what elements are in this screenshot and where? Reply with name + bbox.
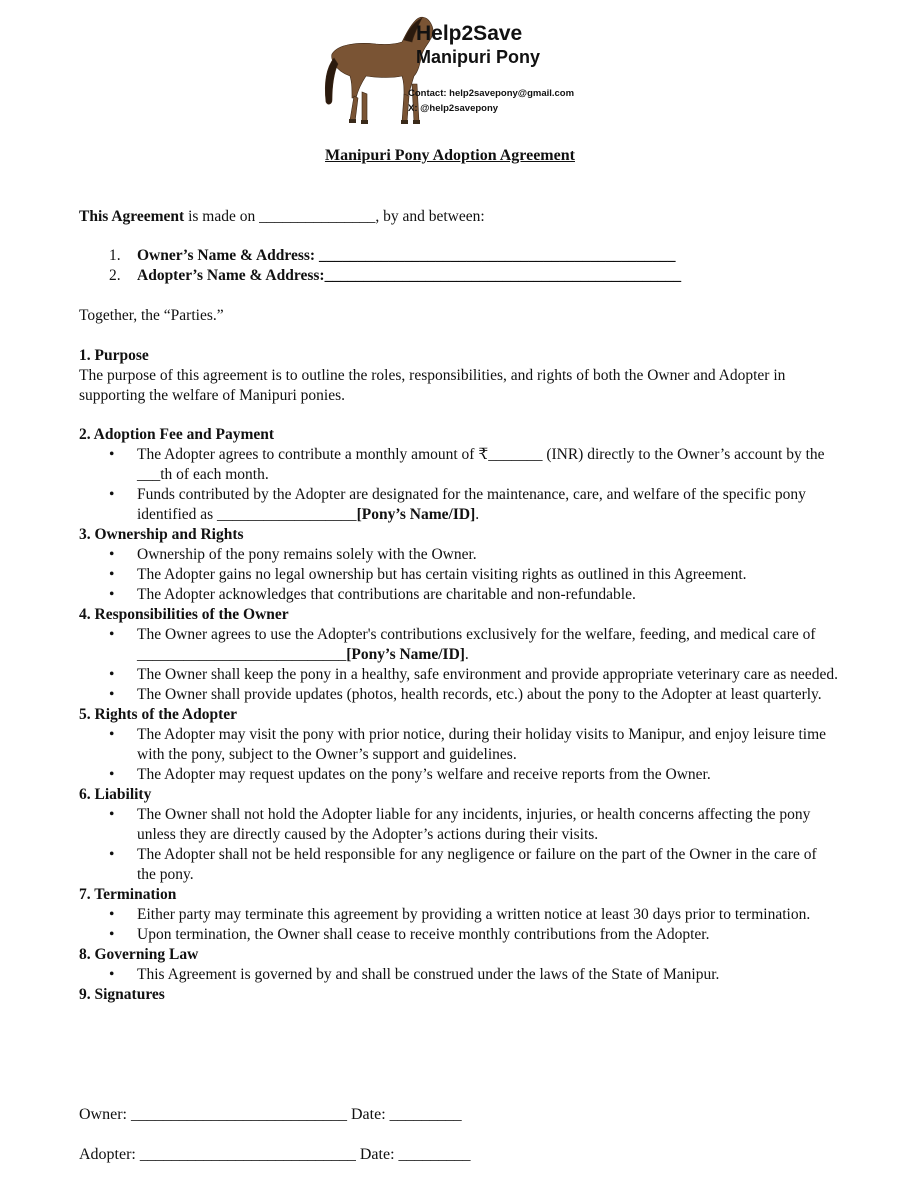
bullet-item: • The Adopter gains no legal ownership but has certain visiting rights as outlined in this Agreement. [79,565,839,585]
bullet-item: • The Owner shall provide updates (photos, health records, etc.) about the pony to the Adopter at least quarterly. [79,685,839,705]
party-label: Owner’s Name & Address: [137,247,319,264]
brand-name: Help2Save [416,22,523,45]
bullet-item: • Upon termination, the Owner shall cease to receive monthly contributions from the Adopter. [79,925,839,945]
party-label: Adopter’s Name & Address: [137,267,325,284]
bullet-item: • The Owner shall not hold the Adopter liable for any incidents, injuries, or health concerns affecting the pony unless they are directly caused by the Adopter’s actions during their visits. [79,805,839,845]
section-title: 3. Ownership and Rights [79,526,244,543]
bullet-item: • The Adopter shall not be held responsible for any negligence or failure on the part of the Owner in the care of the pony. [79,845,839,885]
party-blank: ______________________________________________ [318,247,676,264]
section-purpose [79,346,839,406]
section-title: 8. Governing Law [79,946,199,963]
bullet-item: • Either party may terminate this agreement by providing a written notice at least 30 days prior to termination. [79,905,839,925]
brand-block [416,22,540,68]
brand-contact [408,86,574,116]
adopter-signature-line: Adopter: ___________________________ Date: _________ [79,1146,471,1163]
bullet-item [79,485,839,525]
owner-signature-line: Owner: ___________________________ Date: _________ [79,1106,462,1123]
bullet-item: • The Adopter agrees to contribute a monthly amount of ₹_______ (INR) directly to the Owner’s account by the ___th of each month. [79,445,839,485]
bullet-item: • The Owner shall keep the pony in a healthy, safe environment and provide appropriate veterinary care as needed. [79,665,839,685]
bullet-end: . [464,646,469,663]
party-number: 2. [109,267,121,284]
section-title: 1. Purpose [79,347,149,364]
document-title: Manipuri Pony Adoption Agreement [325,147,575,164]
section-title: 4. Responsibilities of the Owner [79,606,289,623]
bullet-item: • The Adopter may visit the pony with prior notice, during their holiday visits to Manipur, and enjoy leisure time with the pony, subject to the Owner’s support and guidelines. [79,725,839,765]
intro-line [79,207,839,227]
section-text: The purpose of this agreement is to outline the roles, responsibilities, and rights of both the Owner and Adopter in supporting the welfare of Manipuri ponies. [79,367,786,404]
intro-rest: is made on _______________, by and between: [184,208,485,225]
intro-bold: This Agreement [79,208,185,225]
pony-id-label: [Pony’s Name/ID] [346,646,465,663]
bullet-text: Funds contributed by the Adopter are designated for the maintenance, care, and welfare of the specific pony identified as __________________ [137,486,806,523]
parties-list [79,246,839,286]
party-adopter [79,266,839,286]
bullet-item: • This Agreement is governed by and shall be construed under the laws of the State of Manipur. [79,965,839,985]
section-title: 2. Adoption Fee and Payment [79,426,275,443]
party-owner [79,246,839,266]
contact-email: Contact: help2savepony@gmail.com [408,88,575,99]
section-title: 9. Signatures [79,986,165,1003]
party-blank: ______________________________________________ [324,267,682,284]
section-title: 5. Rights of the Adopter [79,706,238,723]
brand-subtitle: Manipuri Pony [416,47,541,67]
section-title: 7. Termination [79,886,177,903]
bullet-item: • The Adopter may request updates on the pony’s welfare and receive reports from the Owner. [79,765,839,785]
pony-id-label: [Pony’s Name/ID] [356,506,476,523]
bullet-item: • The Adopter acknowledges that contributions are charitable and non-refundable. [79,585,839,605]
sections-body [79,425,839,1005]
x-handle: X: @help2savepony [408,103,499,114]
bullet-item: • Ownership of the pony remains solely with the Owner. [79,545,839,565]
section-title: 6. Liability [79,786,152,803]
party-number: 1. [109,247,121,264]
bullet-text: The Owner agrees to use the Adopter's contributions exclusively for the welfare, feeding, and medical care of ___________________________ [137,626,816,663]
bullet-end: . [475,506,480,523]
together-line: Together, the “Parties.” [79,307,224,324]
bullet-item [79,625,839,665]
